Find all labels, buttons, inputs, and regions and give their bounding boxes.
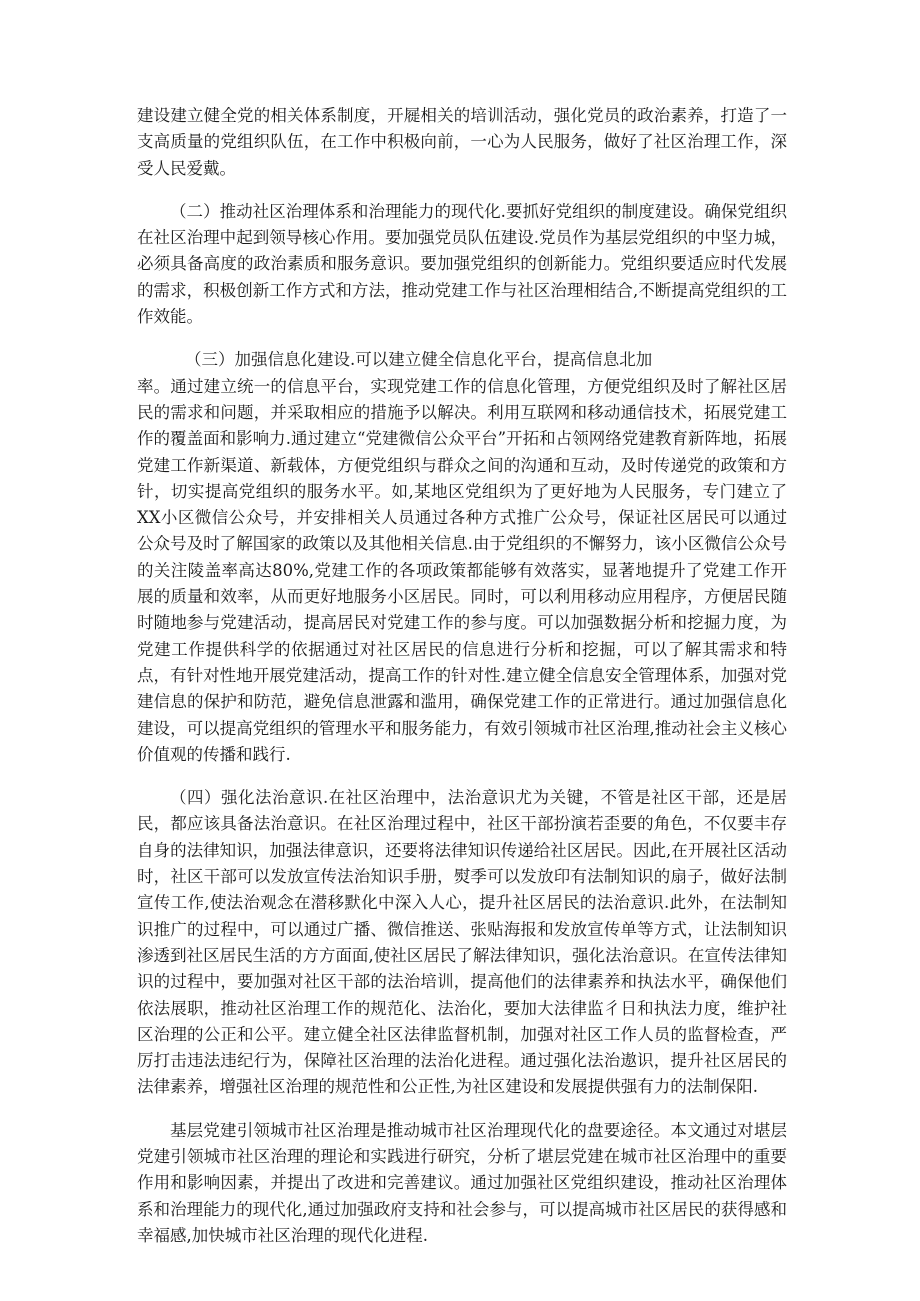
paragraph-4-text: 强化法治意识.在社区治理中，法治意识尤为关键，不管是社区干部，还是居民，都应该具备法治意识。在社区治理过程中，社区干部扮演若歪要的角色，不仅要丰存自身的法律知识，加强法律意识，还要将法律知识传递给社区居民。因此,在开展社区活动时，社区干部可以发放宣传法治知识手册，熨季可以发放印有法制知识的扇子，做好法制宣传工作,使法治观念在潜移默化中深入人心，提升社区居民的法治意识.此外，在法制知识推广的过程中，可以通过广播、微信推送、张贴海报和发放宣传单等方式，让法制知识渗透到社区居民生活的方方面面,使社区居民了解法律知识，强化法治意识。在宣传法律知识的过程中，要加强对社区干部的法治培训，提高他们的法律素养和执法水平，确保他们依法展职，推动社区治理工作的规范化、法治化，要加大法律监彳日和执法力度，维护社区治理的公正和公平。建立健全社区法律监督机制，加强对社区工作人员的监督检查，严厉打击违法违纪行为，保障社区治理的法治化进程。通过强化法治遨识，提升社区居民的法律素养，增强社区治理的规范性和公正性,为社区建设和发展提供强有力的法制保阳. [137, 788, 788, 1097]
document-body [137, 103, 787, 1266]
paragraph-4 [137, 785, 787, 1101]
paragraph-3 [137, 347, 787, 768]
paragraph-2 [137, 199, 787, 330]
paragraph-3-first-line: 加强信息化建设.可以建立健全信息化平台，提高信息北加 [234, 350, 653, 370]
paragraph-4-heading: （四） [170, 788, 221, 808]
paragraph-5 [137, 1118, 787, 1249]
paragraph-5-text: 基层党建引领城市社区治理是推动城市社区治理现代化的盘要途径。本文通过对堪层党建引领城市社区治理的理论和实践进行研究，分析了堪层党建在城市社区治理中的重要作用和影响因素，并提出了改进和完善建议。通过加强社区党组织建设，推动社区治理体系和治理能力的现代化,通过加强政府支持和社会参与，可以提高城市社区居民的获得感和幸福感,加快城市社区治理的现代化进程. [137, 1120, 787, 1245]
paragraph-2-heading: （二） [170, 201, 220, 221]
paragraph-1-text: 建设建立健全党的相关体系制度，开屣相关的培训活动，强化党员的政治素养，打造了一支高质量的党组织队伍，在工作中积极向前，一心为人民服务，做好了社区治理工作，深受人民爱戴。 [137, 106, 787, 178]
paragraph-2-text: 推动社区治理体系和治理能力的现代化.要抓好党组织的制度建设。确保党组织在社区治理中起到领导核心作用。要加强党员队伍建设.党员作为基层党组织的中坚力城，必须具备高度的政治素质和服务意识。要加强党组织的创新能力。党组织要适应时代发展的需求，积极创新工作方式和方法，推动党建工作与社区治理相结合,不断提高党组织的工作效能。 [137, 201, 788, 327]
paragraph-3-text: 率。通过建立统一的信息平台，实现党建工作的信息化管理，方便党组织及时了解社区居民的需求和问题，并采取相应的措施予以解决。利用互联网和移动通信技术，拓展党建工作的覆盖面和影响力.通过建立“党建微信公众平台”开拓和占领网络党建教育新阵地，拓展党建工作新渠道、新载体，方便党组织与群众之间的沟通和互动，及时传递党的政策和方针，切实提高党组织的服务水平。如,某地区党组织为了更好地为人民服务，专门建立了XX小区微信公众号，并安排相关人员通过各种方式推广公众号，保证社区居民可以通过公众号及时了解国家的政策以及其他相关信息.由于党组织的不懈努力，该小区微信公众号的关注陵盖率高达80%,党建工作的各项政策都能够有效落实，显著地提升了党建工作开展的质量和效率，从而更好地服务小区居民。同时，可以利用移动应用程序，方便居民随时随地参与党建活动，提高居民对党建工作的参与度。可以加强数据分析和挖掘力度，为党建工作提供科学的依据通过对社区居民的信息进行分析和挖掘，可以了解其需求和特点，有针对性地开展党建活动，提高工作的针对性.建立健全信息安全管理体系，加强对党建信息的保护和防范，避免信息泄露和滥用，确保党建工作的正常进行。通过加强信息化建设，可以提高党组织的管理水平和服务能力，有效引领城市社区治理,推动社会主义核心价值观的传播和践行. [137, 376, 787, 764]
paragraph-1 [137, 103, 787, 182]
paragraph-3-heading: （三） [185, 350, 235, 370]
